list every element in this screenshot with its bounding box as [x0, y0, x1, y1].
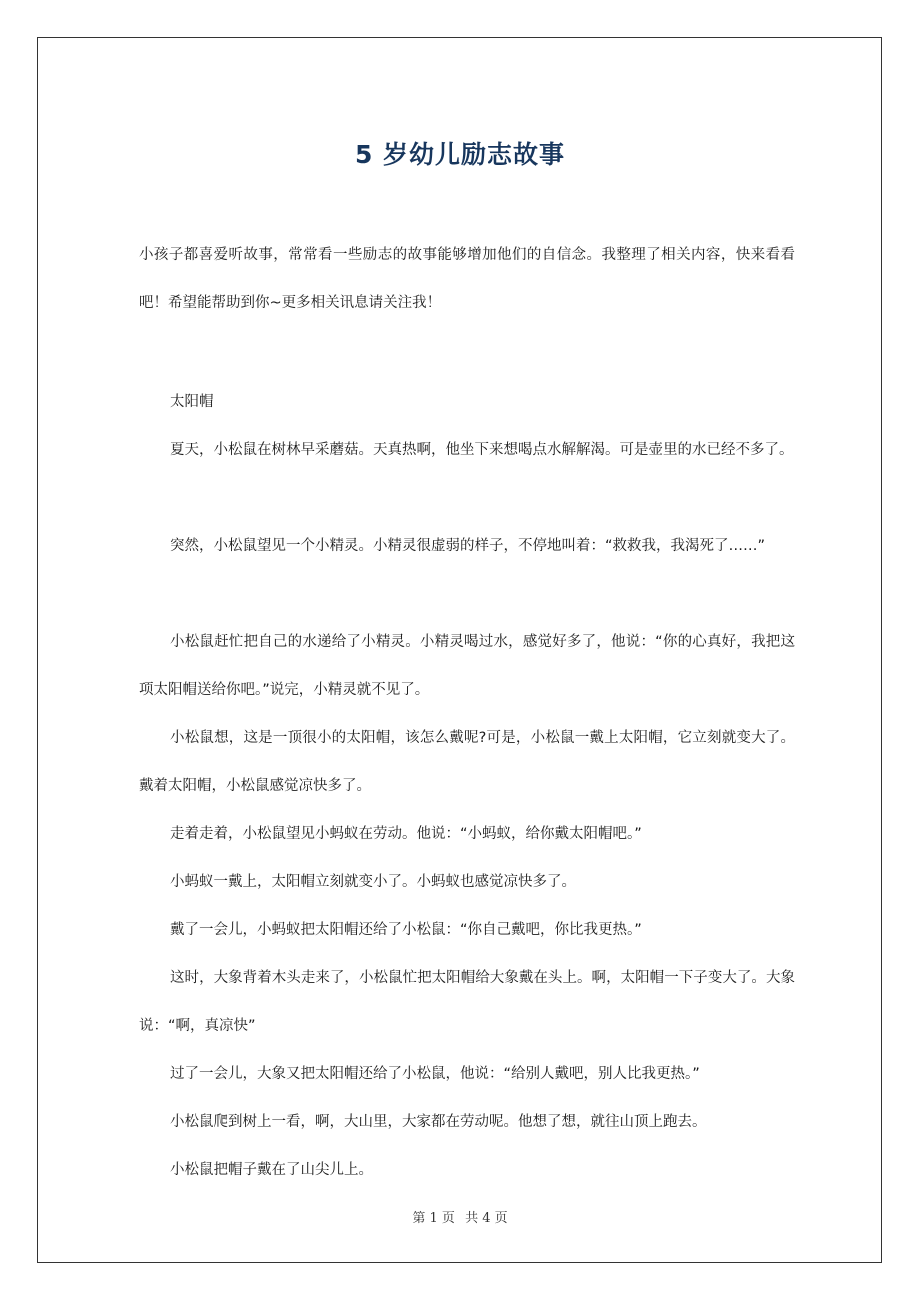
story-title: 太阳帽: [170, 394, 214, 410]
story-paragraph: 走着走着，小松鼠望见小蚂蚁在劳动。他说：“小蚂蚁，给你戴太阳帽吧。”: [170, 826, 642, 842]
page-number: 第 1 页: [412, 1211, 455, 1226]
story-paragraph: 戴了一会儿，小蚂蚁把太阳帽还给了小松鼠：“你自己戴吧，你比我更热。”: [170, 922, 642, 938]
story-paragraph: 小松鼠想，这是一顶很小的太阳帽，该怎么戴呢?可是，小松鼠一戴上太阳帽，它立刻就变大了。戴着太阳帽，小松鼠感觉凉快多了。: [139, 730, 795, 794]
story-paragraph: 突然，小松鼠望见一个小精灵。小精灵很虚弱的样子，不停地叫着：“救救我，我渴死了……”: [170, 538, 766, 554]
document-title: 5 岁幼儿励志故事: [354, 139, 566, 169]
story-paragraph: 过了一会儿，大象又把太阳帽还给了小松鼠，他说：“给别人戴吧，别人比我更热。”: [170, 1066, 700, 1082]
story-paragraph: 小松鼠把帽子戴在了山尖儿上。: [170, 1162, 373, 1178]
story-paragraph: 夏天，小松鼠在树林早采蘑菇。天真热啊，他坐下来想喝点水解解渴。可是壶里的水已经不多了。: [170, 442, 794, 458]
intro-paragraph: 小孩子都喜爱听故事，常常看一些励志的故事能够增加他们的自信念。我整理了相关内容，快来看看吧！希望能帮助到你~更多相关讯息请关注我！: [139, 247, 795, 311]
page-footer: [0, 1207, 920, 1226]
story-paragraph: 小蚂蚁一戴上，太阳帽立刻就变小了。小蚂蚁也感觉凉快多了。: [170, 874, 576, 890]
story-paragraph: 这时，大象背着木头走来了，小松鼠忙把太阳帽给大象戴在头上。啊，太阳帽一下子变大了。大象说：“啊，真凉快”: [139, 970, 795, 1034]
story-paragraph: 小松鼠爬到树上一看，啊，大山里，大家都在劳动呢。他想了想，就往山顶上跑去。: [170, 1114, 707, 1130]
story-paragraph: 小松鼠赶忙把自己的水递给了小精灵。小精灵喝过水，感觉好多了，他说：“你的心真好，我把这项太阳帽送给你吧。”说完，小精灵就不见了。: [139, 634, 795, 698]
page-total: 共 4 页: [465, 1211, 508, 1226]
